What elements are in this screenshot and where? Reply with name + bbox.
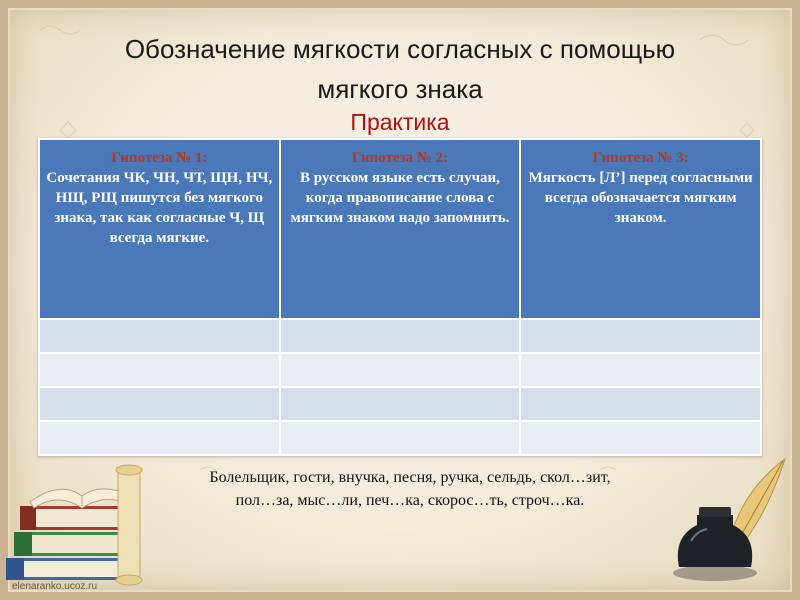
table-row [39, 387, 761, 421]
table-cell[interactable] [280, 353, 521, 387]
header-row [39, 139, 761, 319]
slide-title-line1: Обозначение мягкости согласных с помощью [124, 34, 676, 64]
hypothesis-3-label: Гипотеза № 3: [592, 150, 689, 166]
book-icon [6, 558, 134, 580]
table-cell[interactable] [280, 387, 521, 421]
hypothesis-3-cell [520, 139, 761, 319]
book-icon [20, 506, 132, 530]
table-cell[interactable] [520, 387, 761, 421]
inkwell-quill-illustration [655, 455, 795, 585]
book-icon [14, 532, 134, 556]
exercise-line-2: пол…за, мыс…ли, печ…ка, скорос…ть, строч…ка. [235, 492, 585, 509]
source-caption: elenaranko.ucoz.ru [12, 581, 98, 592]
hypothesis-3-text: Мягкость [Л’] перед согласными всегда обозначается мягким знаком. [528, 170, 753, 226]
table-cell[interactable] [280, 421, 521, 455]
exercise-words [150, 466, 670, 512]
slide-subtitle: Практика [350, 109, 450, 135]
hypothesis-2-cell [280, 139, 521, 319]
table-cell[interactable] [39, 387, 280, 421]
scroll-icon [116, 465, 142, 585]
exercise-line-1: Болельщик, гости, внучка, песня, ручка, сельдь, скол…зит, [209, 469, 611, 486]
hypothesis-1-label: Гипотеза № 1: [111, 150, 208, 166]
table-cell[interactable] [520, 421, 761, 455]
table-row [39, 353, 761, 387]
hypothesis-1-cell [39, 139, 280, 319]
hypothesis-2-label: Гипотеза № 2: [351, 150, 449, 166]
hypothesis-1-text: Сочетания ЧК, ЧН, ЧТ, ЩН, НЧ, НЩ, РЩ пишутся без мягкого знака, так как согласные Ч, Щ всегда мягкие. [46, 170, 273, 246]
hypothesis-2-text: В русском языке есть случаи, когда правописание слова с мягким знаком надо запомнить. [290, 170, 510, 226]
table-row [39, 319, 761, 353]
hypothesis-table [38, 138, 762, 456]
table-cell[interactable] [520, 319, 761, 353]
table-cell[interactable] [39, 353, 280, 387]
books-scroll-illustration [0, 440, 170, 590]
table-cell[interactable] [520, 353, 761, 387]
slide-title-line2: мягкого знака [317, 74, 483, 104]
table-cell[interactable] [39, 319, 280, 353]
table-cell[interactable] [280, 319, 521, 353]
